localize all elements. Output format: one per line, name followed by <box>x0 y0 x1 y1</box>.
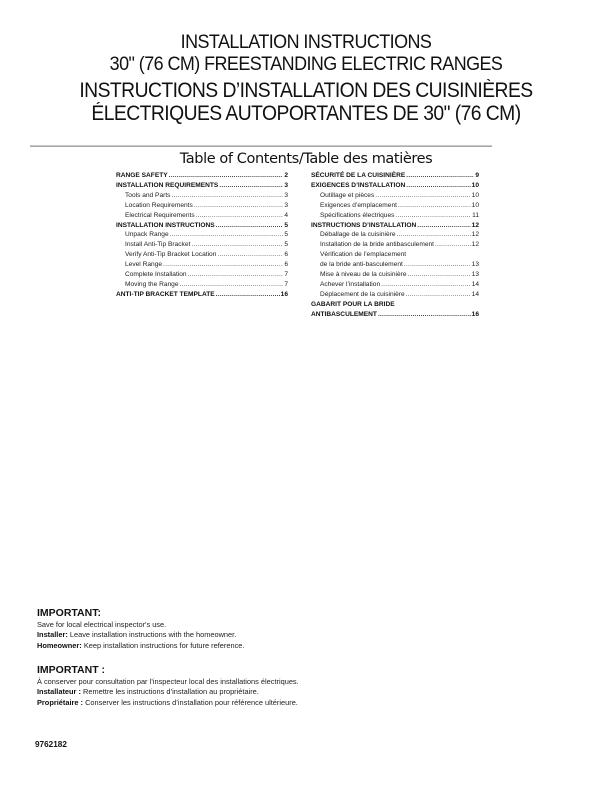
dot-leader <box>170 230 284 240</box>
toc-entry-page: 3 <box>284 191 288 199</box>
dot-leader <box>435 240 471 250</box>
horizontal-rule <box>30 145 492 147</box>
toc-entry[interactable] <box>311 221 479 231</box>
toc-entry-label: Tools and Parts <box>125 191 171 199</box>
toc-entry[interactable] <box>116 240 288 250</box>
toc-entry-page: 6 <box>284 251 288 259</box>
toc-entry-page: 10 <box>471 181 479 189</box>
dot-leader <box>417 221 470 231</box>
toc-entry-label: Déplacement de la cuisinière <box>320 290 405 298</box>
important-notice-english <box>37 607 244 651</box>
toc-entry-page: 10 <box>471 201 479 209</box>
toc-entry[interactable] <box>311 240 479 250</box>
toc-entry-page: 10 <box>471 191 479 199</box>
toc-entry[interactable] <box>116 211 288 221</box>
important-line <box>37 630 244 640</box>
toc-entry-page: 5 <box>284 241 288 249</box>
important-text: Remettre les instructions d’installation au propriétaire. <box>80 687 259 697</box>
important-text: Leave installation instructions with the homeowner. <box>67 630 237 640</box>
toc-entry[interactable] <box>116 191 288 201</box>
toc-heading: Table of Contents/Table des matières <box>179 151 433 167</box>
toc-entry-page: 7 <box>284 271 288 279</box>
dot-leader <box>381 280 471 290</box>
toc-entry[interactable] <box>116 171 288 181</box>
important-label: Homeowner: <box>37 640 82 650</box>
toc-entry[interactable] <box>311 201 479 211</box>
toc-entry[interactable] <box>311 171 479 181</box>
important-label: Installer: <box>37 630 68 640</box>
important-text: Conserver les instructions d’installation pour référence ultérieure. <box>83 697 298 707</box>
toc-entry-label: INSTALLATION INSTRUCTIONS <box>116 221 215 229</box>
toc-entry-label: INSTALLATION REQUIREMENTS <box>116 181 219 189</box>
toc-entry-page: 13 <box>471 261 479 269</box>
toc-entry[interactable] <box>311 300 479 320</box>
dot-leader <box>171 191 283 201</box>
toc-entry-label: EXIGENCES D’INSTALLATION <box>311 181 406 189</box>
dot-leader <box>216 290 280 300</box>
toc-entry-page: 9 <box>475 172 479 179</box>
toc-entry-label: Spécifications électriques <box>320 211 395 219</box>
dot-leader <box>217 250 283 260</box>
toc-entry-label: Verify Anti-Tip Bracket Location <box>125 251 217 259</box>
toc-entry[interactable] <box>311 230 479 240</box>
toc-entry-page: 12 <box>471 241 479 249</box>
toc-entry-label: Exigences d’emplacement <box>320 201 397 209</box>
toc-entry[interactable] <box>116 290 288 300</box>
toc-entry[interactable] <box>116 250 288 260</box>
toc-entry-page: 13 <box>471 271 479 279</box>
important-title: IMPORTANT : <box>37 664 106 676</box>
toc-entry-page: 5 <box>284 231 288 239</box>
toc-entry[interactable] <box>311 280 479 290</box>
dot-leader <box>194 201 284 211</box>
toc-entry[interactable] <box>311 211 479 221</box>
important-text: À conserver pour consultation par l’inspecteur local des installations électriques. <box>37 677 299 686</box>
dot-leader <box>180 280 284 290</box>
title-en-line-1: INSTALLATION INSTRUCTIONS <box>180 31 432 53</box>
title-fr-line-2: ÉLECTRIQUES AUTOPORTANTES DE 30" (76 CM) <box>91 102 521 125</box>
toc-entry-page: 4 <box>284 211 288 219</box>
toc-entry-label: SÉCURITÉ DE LA CUISINIÈRE <box>311 172 406 179</box>
important-title: IMPORTANT: <box>37 607 101 619</box>
dot-leader <box>395 211 471 221</box>
title-en-line-2: 30" (76 CM) FREESTANDING ELECTRIC RANGES <box>109 53 503 75</box>
dot-leader <box>406 290 471 300</box>
dot-leader <box>163 260 283 270</box>
toc-entry[interactable] <box>116 270 288 280</box>
title-fr-line-1: INSTRUCTIONS D’INSTALLATION DES CUISINIÈRES <box>79 79 533 102</box>
important-text: Save for local electrical inspector's use. <box>37 620 167 629</box>
toc-entry[interactable] <box>116 230 288 240</box>
toc-entry-label: Mise à niveau de la cuisinière <box>320 271 407 279</box>
toc-entry-label: Déballage de la cuisinière <box>320 231 396 239</box>
toc-entry-page: 2 <box>284 172 288 179</box>
toc-entry[interactable] <box>311 250 479 270</box>
dot-leader <box>191 240 283 250</box>
toc-entry[interactable] <box>116 260 288 270</box>
toc-entry-label: Outillage et pièces <box>320 191 375 199</box>
important-line <box>37 687 299 697</box>
toc-entry-page: 12 <box>471 221 479 229</box>
toc-entry-page: 3 <box>284 181 288 189</box>
dot-leader <box>408 270 471 280</box>
toc-column-english <box>116 171 288 300</box>
toc-entry-page: 12 <box>471 231 479 239</box>
toc-entry[interactable] <box>116 181 288 191</box>
dot-leader <box>397 230 471 240</box>
toc-entry-label: GABARIT POUR LA BRIDE <box>311 300 395 308</box>
important-label: Installateur : <box>37 687 81 697</box>
document-number: 9762182 <box>35 740 67 749</box>
toc-column-french <box>311 171 479 320</box>
important-text: Keep installation instructions for future reference. <box>81 640 245 650</box>
toc-entry-page: 7 <box>284 280 288 288</box>
toc-entry-page: 14 <box>471 290 479 298</box>
toc-entry[interactable] <box>311 290 479 300</box>
dot-leader <box>406 181 470 191</box>
toc-entry-label: Electrical Requirements <box>125 211 195 219</box>
toc-entry-label: ANTIBASCULEMENT <box>311 310 377 318</box>
toc-entry-label: Installation de la bride antibasculement <box>320 241 434 249</box>
toc-entry-label: Level Range <box>125 261 163 269</box>
toc-entry-page: 16 <box>471 310 479 318</box>
dot-leader <box>169 171 284 181</box>
toc-entry-page: 3 <box>284 201 288 209</box>
dot-leader <box>196 211 284 221</box>
dot-leader <box>398 201 471 211</box>
important-label: Propriétaire : <box>37 697 84 707</box>
toc-entry[interactable] <box>311 191 479 201</box>
dot-leader <box>188 270 284 280</box>
important-line <box>37 677 299 687</box>
toc-entry-label: Vérification de l’emplacement <box>320 251 407 259</box>
toc-entry-label: Install Anti-Tip Bracket <box>125 241 191 249</box>
important-line <box>37 620 244 630</box>
toc-entry-label: de la bride anti-basculement <box>320 261 403 269</box>
dot-leader <box>404 260 471 270</box>
toc-entry[interactable] <box>116 221 288 231</box>
important-line <box>37 641 244 651</box>
toc-entry[interactable] <box>311 181 479 191</box>
dot-leader <box>219 181 283 191</box>
document-title <box>0 31 612 125</box>
toc-entry-page: 5 <box>284 221 288 229</box>
toc-entry-label: Unpack Range <box>125 231 169 239</box>
toc-entry-page: 14 <box>471 280 479 288</box>
important-notice-french <box>37 664 299 708</box>
toc-entry-label: ANTI-TIP BRACKET TEMPLATE <box>116 290 215 298</box>
toc-entry-page: 11 <box>472 211 479 219</box>
toc-entry-label: Location Requirements <box>125 201 193 209</box>
dot-leader <box>216 221 284 231</box>
dot-leader <box>378 310 471 320</box>
toc-entry-page: 6 <box>284 261 288 269</box>
toc-entry[interactable] <box>311 270 479 280</box>
dot-leader <box>406 171 474 181</box>
toc-entry[interactable] <box>116 201 288 211</box>
toc-entry-label: Complete Installation <box>125 271 187 279</box>
toc-entry-label: Achever l’installation <box>320 280 381 288</box>
toc-entry-label: INSTRUCTIONS D’INSTALLATION <box>311 221 417 229</box>
important-line <box>37 698 299 708</box>
toc-entry-label: RANGE SAFETY <box>116 172 168 179</box>
toc-entry-label: Moving the Range <box>125 280 179 288</box>
toc-entry-page: 16 <box>280 290 288 298</box>
toc-entry[interactable] <box>116 280 288 290</box>
dot-leader <box>375 191 470 201</box>
